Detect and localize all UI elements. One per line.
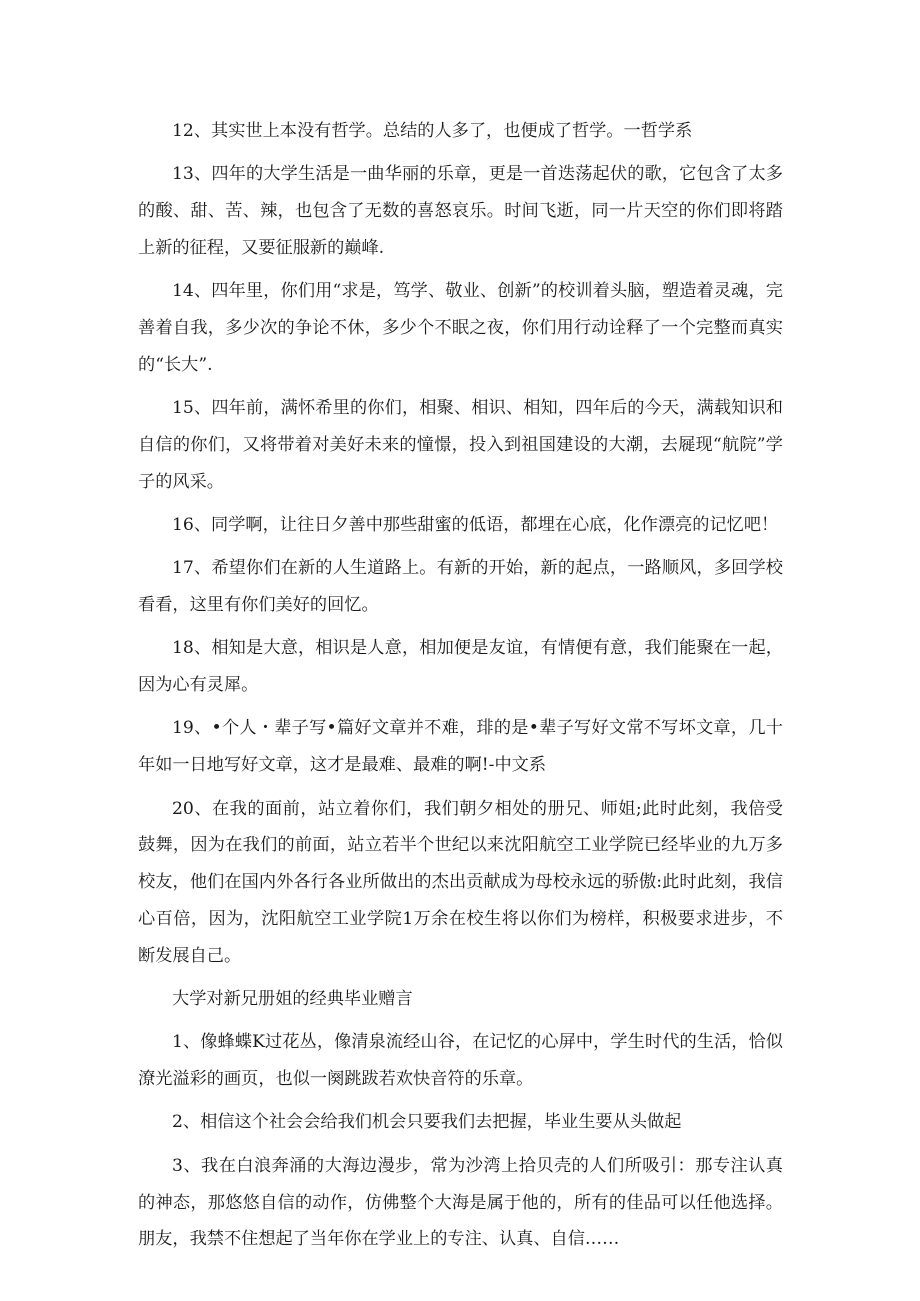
- paragraph-17: 17、希望你们在新的人生道路上。有新的开始，新的起点，一路顺风，多回学校看看，这里有你们美好的回忆。: [138, 558, 783, 616]
- paragraph-2: 2、相信这个社会会给我们机会只要我们去把握，毕业生要从头做起: [172, 1112, 682, 1133]
- paragraph-13: 13、四年的大学生活是一曲华丽的乐章，更是一首迭荡起伏的歌，它包含了太多的酸、甜、苦、辣，也包含了无数的喜怒哀乐。时间飞逝，同一片天空的你们即将踏上新的征程，又要征服新的巅峰.: [138, 164, 783, 258]
- paragraph-20: 20、在我的面前，站立着你们，我们朝夕相处的册兄、师姐;此时此刻，我倍受鼓舞，因为在我们的前面，站立若半个世纪以来沈阳航空工业学院已经毕业的九万多校友，他们在国内外各行各业所做出的杰出贡献成为母校永远的骄傲:此时此刻，我信心百倍，因为，沈阳航空工业学院1万余在校生将以你们为榜样，积极要求进步，不断发展自己。: [138, 798, 783, 966]
- paragraph-12: 12、其实世上本没有哲学。总结的人多了，也便成了哲学。一哲学系: [172, 121, 693, 141]
- paragraph-3: 3、我在白浪奔涌的大海边漫步，常为沙湾上拾贝壳的人们所吸引：那专注认真的神态，那悠悠自信的动作，仿佛整个大海是属于他的，所有的佳品可以任他选择。朋友，我禁不住想起了当年你在学业上的专注、认真、自信……: [138, 1155, 783, 1250]
- section-heading: 大学对新兄册姐的经典毕业赠言: [172, 989, 413, 1010]
- paragraph-15: 15、四年前，满怀希里的你们，相聚、相识、相知，四年后的今天，满载知识和自信的你们，又将带着对美好未来的憧憬，投入到祖国建设的大潮，去屣现“航院”学子的风采。: [138, 398, 783, 492]
- paragraph-19: 19、•个人・辈子写•篇好文章并不难，琲的是•辈子写好文常不写坏文章，几十年如一日地写好文章，这才是最难、最难的啊!-中文系: [138, 718, 783, 776]
- paragraph-1: 1、像蜂蝶K过花丛，像清泉流经山谷，在记忆的心屏中，学生时代的生活，恰似潦光溢彩的画页，也似一阕跳跋若欢快音符的乐章。: [138, 1032, 783, 1090]
- paragraph-16: 16、同学啊，让往日夕善中那些甜蜜的低语，都埋在心底，化作漂亮的记忆吧！: [172, 514, 779, 535]
- document-body: [138, 113, 783, 1265]
- paragraph-14: 14、四年里，你们用“求是，笃学、敬业、创新”的校训着头脑，塑造着灵魂，完善着自我，多少次的争论不休，多少个不眠之夜，你们用行动诠释了一个完整而真实的“长大”.: [138, 281, 783, 375]
- paragraph-18: 18、相知是大意，相识是人意，相加便是友谊，有情便有意，我们能聚在一起，因为心有灵犀。: [138, 638, 783, 696]
